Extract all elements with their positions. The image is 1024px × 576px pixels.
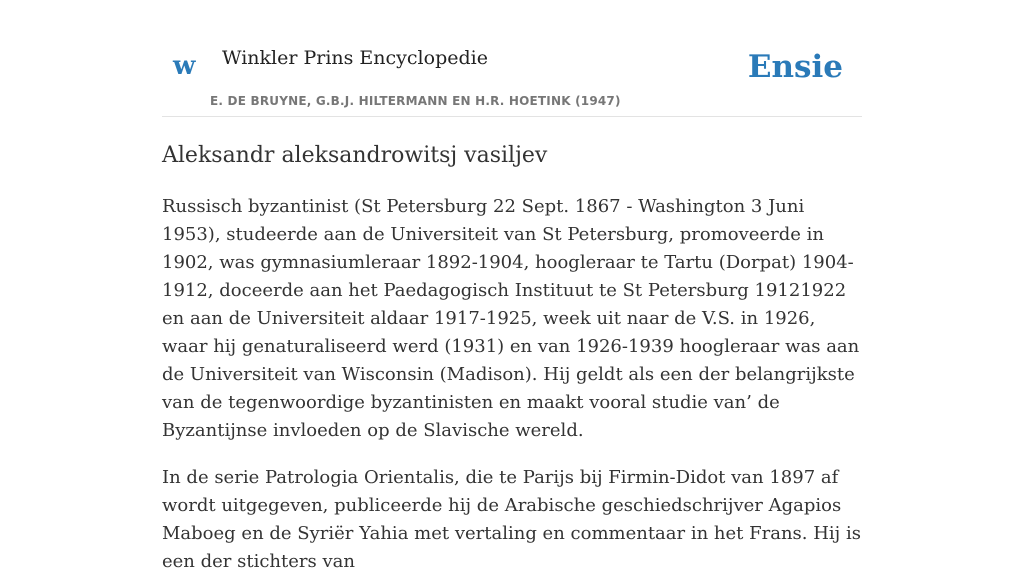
article-title: Aleksandr aleksandrowitsj vasiljev [162, 143, 548, 168]
page [162, 0, 862, 576]
ensie-logo[interactable]: Ensie [747, 49, 843, 85]
winkler-prins-logo[interactable]: w [173, 51, 196, 81]
article-paragraph-2: In de serie Patrologia Orientalis, die te Parijs bij Firmin-Didot van 1897 af wordt uitgegeven, publiceerde hij de Arabische geschiedschrijver Agapios Maboeg en de Syriër Yahia met vertaling en commentaar in het Frans. Hij is een der stichters van [162, 467, 861, 573]
encyclopedia-title[interactable]: Winkler Prins Encyclopedie [222, 47, 488, 69]
site-header [162, 0, 862, 117]
article-paragraph-1: Russisch byzantinist (St Petersburg 22 Sept. 1867 - Washington 3 Juni 1953), studeerde aan de Universiteit van St Petersburg, promoveerde in 1902, was gymnasiumleraar 1892-1904, hoogleraar te Tartu (Dorpat) 1904-1912, doceerde aan het Paedagogisch Instituut te St Petersburg 19121922 en aan de Universiteit aldaar 1917-1925, week uit naar de V.S. in 1926, waar hij genaturaliseerd werd (1931) en van 1926-1939 hoogleraar was aan de Universiteit van Wisconsin (Madison). Hij geldt als een der belangrijkste van de tegenwoordige byzantinisten en maakt vooral studie van’ de Byzantijnse invloeden op de Slavische wereld. [162, 196, 860, 442]
encyclopedia-authors: E. DE BRUYNE, G.B.J. HILTERMANN EN H.R. HOETINK (1947) [210, 94, 621, 108]
